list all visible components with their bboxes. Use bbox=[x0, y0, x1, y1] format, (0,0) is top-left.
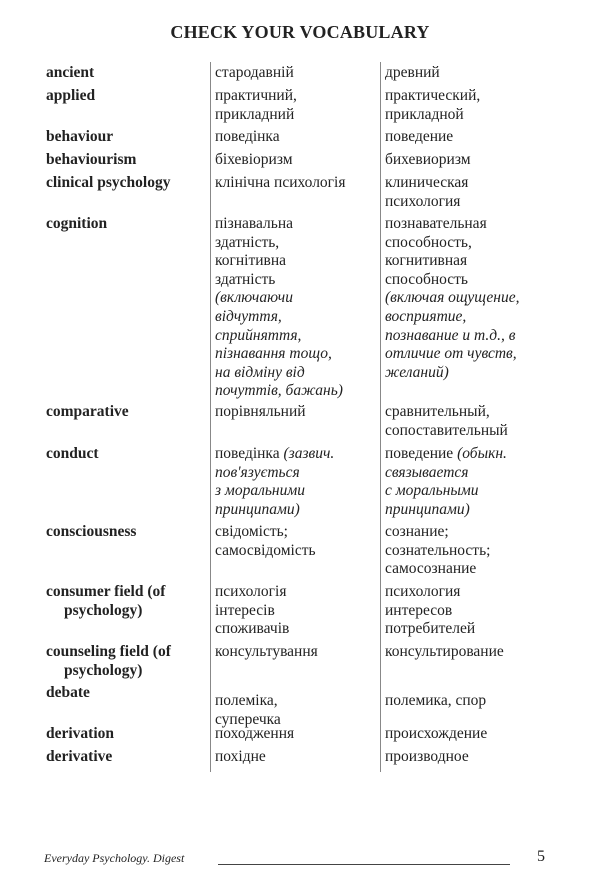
translation-text: клиническая bbox=[385, 174, 469, 191]
term-line: derivative bbox=[46, 748, 113, 765]
italic-note: на відміну від bbox=[215, 363, 305, 381]
term-line: counseling field (of bbox=[46, 643, 171, 660]
ukrainian-translation bbox=[215, 583, 289, 639]
translation-line bbox=[385, 345, 519, 364]
ukrainian-translation bbox=[215, 445, 334, 519]
translation-text: походження bbox=[215, 725, 295, 742]
translation-line bbox=[215, 174, 345, 193]
translation-line bbox=[385, 327, 519, 346]
translation-line bbox=[215, 128, 280, 147]
term-line: behaviour bbox=[46, 128, 114, 145]
translation-line bbox=[385, 403, 508, 422]
page-number: 5 bbox=[537, 848, 545, 865]
ukrainian-translation bbox=[215, 215, 343, 401]
translation-line bbox=[385, 620, 475, 639]
translation-line bbox=[215, 464, 334, 483]
translation-line bbox=[215, 308, 343, 327]
italic-note: желаний) bbox=[385, 363, 449, 381]
column-divider bbox=[210, 62, 211, 772]
translation-text: психологія bbox=[215, 583, 287, 600]
footer-rule bbox=[218, 864, 510, 865]
translation-text: бихевиоризм bbox=[385, 151, 471, 168]
term-line: conduct bbox=[46, 445, 99, 462]
translation-text: здатність bbox=[215, 270, 276, 288]
translation-line bbox=[215, 106, 297, 125]
translation-line bbox=[215, 748, 266, 767]
italic-note: пов'язується bbox=[215, 463, 300, 481]
italic-note: принципами) bbox=[385, 500, 470, 518]
italic-note: с моральными bbox=[385, 482, 479, 500]
translation-line bbox=[215, 87, 297, 106]
translation-line bbox=[215, 523, 316, 542]
translation-line bbox=[385, 725, 487, 744]
translation-line bbox=[215, 234, 343, 253]
english-term bbox=[46, 725, 114, 744]
translation-line bbox=[385, 64, 440, 83]
translation-text: пізнавальна bbox=[215, 215, 294, 232]
translation-text: древний bbox=[385, 64, 440, 81]
english-term bbox=[46, 215, 107, 234]
english-term bbox=[46, 87, 95, 106]
russian-translation bbox=[385, 643, 504, 662]
translation-text: практичний, bbox=[215, 87, 297, 104]
translation-line bbox=[385, 252, 519, 271]
translation-line bbox=[385, 128, 453, 147]
translation-text: похідне bbox=[215, 748, 266, 765]
english-term bbox=[46, 64, 94, 83]
translation-line bbox=[385, 364, 519, 383]
translation-text: споживачів bbox=[215, 620, 290, 638]
translation-text: потребителей bbox=[385, 620, 476, 638]
russian-translation bbox=[385, 523, 490, 579]
translation-line bbox=[215, 643, 318, 662]
translation-text: когнітивна bbox=[215, 252, 287, 270]
english-term bbox=[46, 523, 136, 542]
ukrainian-translation bbox=[215, 403, 306, 422]
russian-translation bbox=[385, 151, 471, 170]
translation-line bbox=[385, 501, 507, 520]
translation-text: суперечка bbox=[215, 710, 281, 728]
english-term bbox=[46, 128, 113, 147]
translation-line bbox=[385, 523, 490, 542]
translation-line bbox=[385, 271, 519, 290]
translation-text: клінічна психологія bbox=[215, 174, 346, 191]
translation-line bbox=[385, 560, 490, 579]
ukrainian-translation bbox=[215, 174, 345, 193]
translation-line bbox=[215, 364, 343, 383]
translation-line bbox=[215, 252, 343, 271]
russian-translation bbox=[385, 403, 508, 440]
translation-line bbox=[385, 234, 519, 253]
russian-translation bbox=[385, 692, 486, 711]
english-term bbox=[46, 748, 112, 767]
russian-translation bbox=[385, 174, 468, 211]
translation-line bbox=[215, 692, 281, 711]
russian-translation bbox=[385, 64, 440, 83]
translation-text: сопоставительный bbox=[385, 421, 508, 439]
english-term bbox=[46, 583, 165, 620]
russian-translation bbox=[385, 583, 475, 639]
translation-line bbox=[215, 501, 334, 520]
translation-line bbox=[215, 271, 343, 290]
translation-line bbox=[215, 382, 343, 401]
column-divider bbox=[380, 62, 381, 772]
translation-text: практический, bbox=[385, 87, 481, 104]
italic-note: почуттів, бажань) bbox=[215, 382, 343, 400]
translation-text: консультирование bbox=[385, 643, 504, 660]
translation-line bbox=[215, 482, 334, 501]
ukrainian-translation bbox=[215, 692, 281, 729]
translation-text: свідомість; bbox=[215, 523, 288, 540]
translation-line bbox=[215, 445, 334, 464]
translation-line bbox=[215, 620, 289, 639]
translation-text: стародавній bbox=[215, 64, 294, 81]
term-line: derivation bbox=[46, 725, 115, 742]
translation-text: поведінка bbox=[215, 128, 280, 145]
translation-line bbox=[215, 289, 343, 308]
translation-line bbox=[215, 725, 294, 744]
italic-note: связывается bbox=[385, 463, 469, 481]
term-line: clinical psychology bbox=[46, 174, 171, 191]
italic-note: отличие от чувств, bbox=[385, 345, 517, 363]
translation-line bbox=[215, 583, 289, 602]
translation-line bbox=[385, 748, 469, 767]
ukrainian-translation bbox=[215, 151, 293, 170]
english-term bbox=[46, 151, 136, 170]
translation-text: здатність, bbox=[215, 233, 280, 251]
russian-translation bbox=[385, 748, 469, 767]
translation-text: прикладной bbox=[385, 105, 464, 123]
italic-note: принципами) bbox=[215, 500, 300, 518]
translation-line bbox=[385, 215, 519, 234]
translation-text: сознательность; bbox=[385, 541, 491, 559]
term-line: debate bbox=[46, 684, 90, 701]
translation-text: познавательная bbox=[385, 215, 487, 232]
italic-note: (включаючи bbox=[215, 289, 293, 307]
term-line: behaviourism bbox=[46, 151, 137, 168]
translation-line bbox=[215, 403, 306, 422]
translation-line bbox=[215, 542, 316, 561]
translation-line bbox=[215, 215, 343, 234]
translation-text: інтересів bbox=[215, 601, 275, 619]
translation-text: происхождение bbox=[385, 725, 488, 742]
translation-line bbox=[385, 602, 475, 621]
translation-text: порівняльний bbox=[215, 403, 306, 420]
translation-text: полеміка, bbox=[215, 692, 278, 709]
italic-note: пізнавання тощо, bbox=[215, 345, 332, 363]
translation-line bbox=[385, 87, 480, 106]
translation-text: сравнительный, bbox=[385, 403, 490, 420]
translation-line bbox=[215, 327, 343, 346]
ukrainian-translation bbox=[215, 643, 318, 662]
italic-note: (зазвич. bbox=[283, 445, 335, 462]
english-term bbox=[46, 403, 129, 422]
term-line: comparative bbox=[46, 403, 129, 420]
translation-text: консультування bbox=[215, 643, 318, 660]
translation-text: способность, bbox=[385, 233, 472, 251]
italic-note: (обыкн. bbox=[457, 445, 507, 462]
translation-text: производное bbox=[385, 748, 469, 765]
translation-text: сознание; bbox=[385, 523, 449, 540]
ukrainian-translation bbox=[215, 748, 266, 767]
translation-text: поведение bbox=[385, 445, 458, 462]
russian-translation bbox=[385, 215, 519, 382]
translation-text: біхевіоризм bbox=[215, 151, 293, 168]
term-line: ancient bbox=[46, 64, 95, 81]
translation-text: психология bbox=[385, 192, 461, 210]
footer-book-title: Everyday Psychology. Digest bbox=[44, 851, 185, 865]
translation-text: полемика, спор bbox=[385, 692, 487, 709]
translation-text: интересов bbox=[385, 601, 453, 619]
english-term bbox=[46, 684, 90, 703]
ukrainian-translation bbox=[215, 87, 297, 124]
translation-text: самосвідомість bbox=[215, 541, 316, 559]
english-term bbox=[46, 174, 170, 193]
italic-note: з моральними bbox=[215, 482, 305, 500]
translation-line bbox=[385, 643, 504, 662]
ukrainian-translation bbox=[215, 725, 294, 744]
ukrainian-translation bbox=[215, 128, 280, 147]
italic-note: восприятие, bbox=[385, 307, 467, 325]
translation-line bbox=[385, 464, 507, 483]
english-term bbox=[46, 445, 99, 464]
russian-translation bbox=[385, 445, 507, 519]
translation-text: способность bbox=[385, 270, 468, 288]
translation-text: когнитивная bbox=[385, 252, 468, 270]
translation-text: поведение bbox=[385, 128, 454, 145]
translation-text: поведінка bbox=[215, 445, 284, 462]
page-title: CHECK YOUR VOCABULARY bbox=[170, 22, 430, 42]
translation-line bbox=[385, 193, 468, 212]
term-line: psychology) bbox=[64, 601, 143, 619]
term-line: psychology) bbox=[64, 661, 143, 679]
russian-translation bbox=[385, 128, 453, 147]
term-line: consciousness bbox=[46, 523, 137, 540]
italic-note: познавание и т.д., в bbox=[385, 326, 516, 344]
translation-line bbox=[385, 174, 468, 193]
term-line: applied bbox=[46, 87, 96, 104]
translation-line bbox=[215, 64, 294, 83]
italic-note: відчуття, bbox=[215, 307, 282, 325]
translation-line bbox=[385, 289, 519, 308]
translation-line bbox=[215, 602, 289, 621]
english-term bbox=[46, 643, 171, 680]
translation-line bbox=[215, 151, 293, 170]
russian-translation bbox=[385, 87, 480, 124]
term-line: cognition bbox=[46, 215, 108, 232]
translation-line bbox=[385, 445, 507, 464]
translation-text: психология bbox=[385, 583, 461, 600]
italic-note: сприйняття, bbox=[215, 326, 302, 344]
ukrainian-translation bbox=[215, 64, 294, 83]
translation-text: прикладний bbox=[215, 105, 295, 123]
ukrainian-translation bbox=[215, 523, 316, 560]
translation-line bbox=[385, 542, 490, 561]
translation-line bbox=[385, 482, 507, 501]
italic-note: (включая ощущение, bbox=[385, 289, 520, 307]
translation-line bbox=[385, 422, 508, 441]
translation-line bbox=[385, 151, 471, 170]
translation-line bbox=[215, 345, 343, 364]
term-line: consumer field (of bbox=[46, 583, 166, 600]
translation-line bbox=[385, 308, 519, 327]
translation-text: самосознание bbox=[385, 560, 477, 578]
translation-line bbox=[385, 692, 486, 711]
russian-translation bbox=[385, 725, 487, 744]
translation-line bbox=[385, 106, 480, 125]
translation-line bbox=[385, 583, 475, 602]
